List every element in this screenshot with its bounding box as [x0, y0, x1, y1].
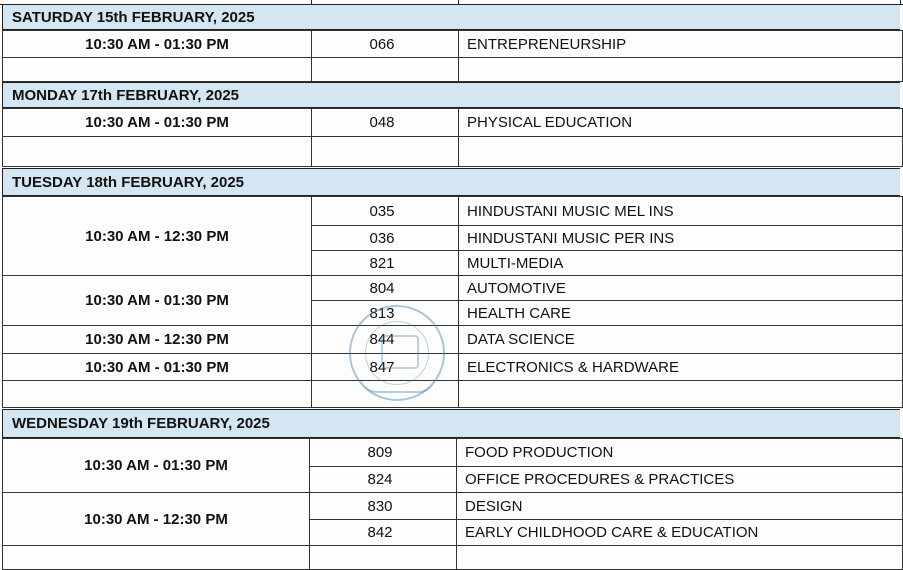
subject-code: 813 [312, 301, 459, 326]
subject-code: 847 [312, 354, 459, 381]
time-slot: 10:30 AM - 01:30 PM [3, 354, 312, 381]
table-row [3, 276, 903, 301]
day-heading: WEDNESDAY 19th FEBRUARY, 2025 [2, 409, 900, 438]
empty-row [3, 137, 903, 167]
table-row [3, 109, 903, 137]
subject-name: HINDUSTANI MUSIC PER INS [459, 226, 903, 251]
subject-code: 036 [312, 226, 459, 251]
table-row [3, 31, 903, 58]
time-slot: 10:30 AM - 01:30 PM [3, 439, 310, 493]
table-row [3, 493, 903, 520]
subject-name: AUTOMOTIVE [459, 276, 903, 301]
table-row [3, 197, 903, 226]
empty-row [3, 381, 903, 408]
subject-code: 824 [310, 467, 457, 493]
subject-name: HEALTH CARE [459, 301, 903, 326]
time-slot: 10:30 AM - 12:30 PM [3, 197, 312, 276]
day-heading: TUESDAY 18th FEBRUARY, 2025 [2, 168, 900, 196]
subject-code: 066 [312, 31, 459, 58]
day-heading: SATURDAY 15th FEBRUARY, 2025 [2, 4, 900, 30]
subject-name: ELECTRONICS & HARDWARE [459, 354, 903, 381]
subject-name: ENTREPRENEURSHIP [459, 31, 903, 58]
schedule-table [2, 30, 903, 82]
empty-row [3, 58, 903, 82]
table-row [3, 326, 903, 354]
subject-code: 804 [312, 276, 459, 301]
subject-name: PHYSICAL EDUCATION [459, 109, 903, 137]
subject-code: 809 [310, 439, 457, 467]
subject-name: OFFICE PROCEDURES & PRACTICES [457, 467, 903, 493]
subject-code: 844 [312, 326, 459, 354]
subject-name: DESIGN [457, 493, 903, 520]
empty-row [3, 546, 903, 570]
table-row [3, 354, 903, 381]
schedule-table [2, 438, 903, 570]
subject-code: 035 [312, 197, 459, 226]
subject-name: MULTI-MEDIA [459, 251, 903, 276]
time-slot: 10:30 AM - 01:30 PM [3, 109, 312, 137]
subject-code: 821 [312, 251, 459, 276]
time-slot: 10:30 AM - 12:30 PM [3, 326, 312, 354]
time-slot: 10:30 AM - 01:30 PM [3, 31, 312, 58]
day-heading: MONDAY 17th FEBRUARY, 2025 [2, 82, 900, 108]
time-slot: 10:30 AM - 01:30 PM [3, 276, 312, 326]
time-slot: 10:30 AM - 12:30 PM [3, 493, 310, 546]
subject-name: DATA SCIENCE [459, 326, 903, 354]
subject-name: HINDUSTANI MUSIC MEL INS [459, 197, 903, 226]
subject-code: 842 [310, 520, 457, 546]
schedule-table [2, 196, 903, 408]
subject-name: FOOD PRODUCTION [457, 439, 903, 467]
subject-code: 830 [310, 493, 457, 520]
subject-code: 048 [312, 109, 459, 137]
subject-name: EARLY CHILDHOOD CARE & EDUCATION [457, 520, 903, 546]
schedule-table [2, 108, 903, 167]
table-row [3, 439, 903, 467]
